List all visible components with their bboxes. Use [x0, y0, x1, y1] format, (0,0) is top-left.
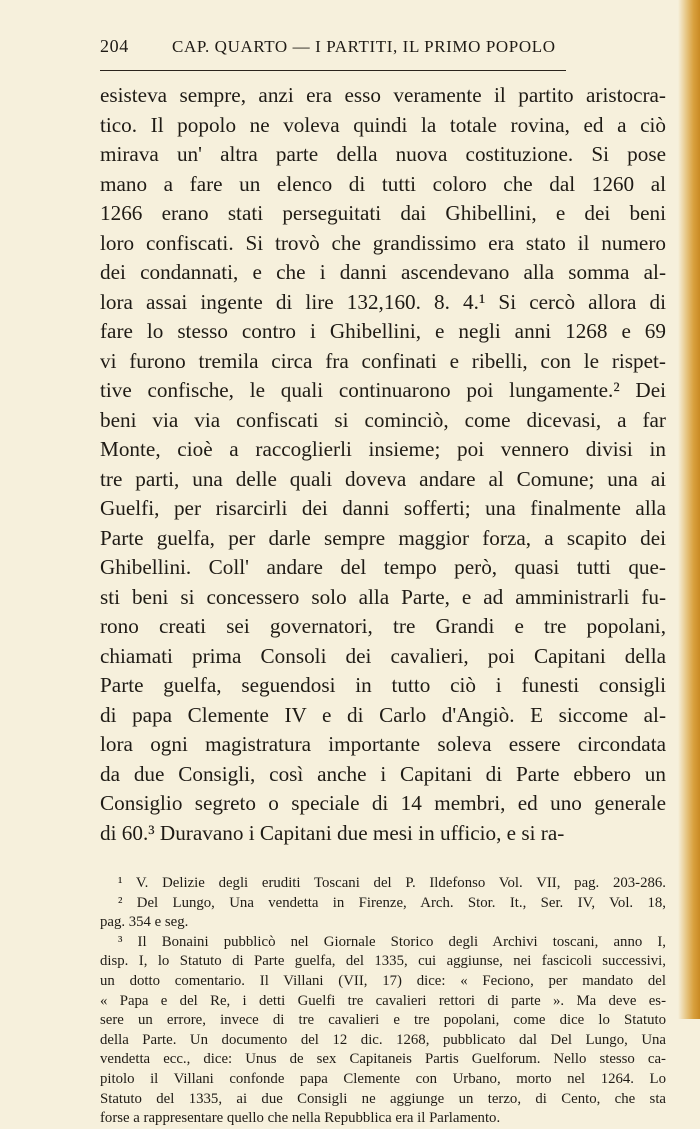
body-line: Guelfi, per risarcirli dei danni sofferti; una finalmente alla: [100, 496, 666, 520]
footnote-1: ¹ V. Delizie degli eruditi Toscani del P. Ildefonso Vol. VII, pag. 203-286.: [118, 875, 666, 891]
body-line: di 60.³ Duravano i Capitani due mesi in ufficio, e si ra-: [100, 820, 565, 845]
body-line: Monte, cioè a raccoglierli insieme; poi vennero divisi in: [100, 437, 666, 461]
footnote-line: sere un errore, invece di tre cavalieri e tre popolani, come dice lo Statuto: [100, 1012, 666, 1029]
footnote-2: ² Del Lungo, Una vendetta in Firenze, Arch. Stor. It., Ser. IV, Vol. 18,: [118, 894, 666, 911]
body-text: [100, 81, 666, 848]
body-line: 1266 erano stati perseguitati dai Ghibellini, e dei beni: [100, 201, 666, 225]
body-line: mirava un' altra parte della nuova costituzione. Si pose: [100, 142, 666, 166]
footnotes: [100, 874, 666, 1129]
body-line: loro confiscati. Si trovò che grandissimo era stato il numero: [100, 230, 666, 255]
body-line: Parte guelfa, per darle sempre maggior forza, a scapito dei: [100, 525, 666, 550]
body-line: Parte guelfa, seguendosi in tutto ciò i funesti consigli: [100, 673, 666, 697]
body-line: da due Consigli, così anche i Capitani di Parte ebbero un: [100, 761, 666, 786]
running-title: CAP. QUARTO — I PARTITI, IL PRIMO POPOLO: [172, 37, 556, 56]
body-line: dei condannati, e che i danni ascendevano alla somma al-: [100, 260, 666, 284]
body-line: tre parti, una delle quali doveva andare al Comune; una ai: [100, 466, 666, 491]
body-line: beni via via confiscati si cominciò, come dicevasi, a far: [100, 407, 666, 432]
body-line: chiamati prima Consoli dei cavalieri, poi Capitani della: [100, 643, 666, 668]
body-line: sti beni si concessero solo alla Parte, e ad amministrarli fu-: [100, 584, 666, 609]
page-edge-shadow: [678, 0, 700, 1019]
body-line: tico. Il popolo ne voleva quindi la totale rovina, ed a ciò: [100, 112, 666, 137]
body-line: lora assai ingente di lire 132,160. 8. 4.¹ Si cercò allora di: [100, 289, 666, 314]
body-line: Ghibellini. Coll' andare del tempo però, quasi tutti que-: [100, 555, 666, 579]
footnote-line: pitolo il Villani confonde papa Clemente con Urbano, morto nel 1264. Lo: [100, 1070, 666, 1087]
page-number: 204: [100, 36, 129, 56]
footnote-line: vendetta ecc., dice: Unus de sex Capitaneis Partis Guelforum. Nello stesso ca-: [100, 1051, 666, 1068]
footnote-line: un dotto comentario. Il Villani (VII, 17) dice: « Feciono, per mandato del: [100, 972, 666, 989]
footnote-line: Statuto del 1335, ai due Consigli ne aggiunge un terzo, di Cento, che sta: [100, 1090, 666, 1107]
footnote-line: pag. 354 e seg.: [100, 914, 189, 931]
book-page: [100, 36, 666, 1129]
body-line: esisteva sempre, anzi era esso veramente il partito aristocra-: [100, 83, 666, 107]
footnote-line: forse a rappresentare quello che nella Repubblica era il Parlamento.: [100, 1110, 501, 1127]
footnote-line: disp. I, lo Statuto di Parte guelfa, del 1335, cui aggiunse, nei fascicoli successivi,: [100, 953, 666, 970]
body-line: rono creati sei governatori, tre Grandi e tre popolani,: [100, 614, 666, 638]
body-line: fare lo stesso contro i Ghibellini, e negli anni 1268 e 69: [100, 319, 666, 343]
footnote-3: ³ Il Bonaini pubblicò nel Giornale Storico degli Archivi toscani, anno I,: [118, 933, 666, 950]
body-line: Consiglio segreto o speciale di 14 membri, ed uno generale: [100, 791, 666, 815]
header-rule: [100, 70, 566, 71]
body-line: vi furono tremila circa fra confinati e ribelli, con le rispet-: [100, 348, 666, 373]
footnote-line: della Parte. Un documento del 12 dic. 1268, pubblicato dal Del Lungo, Una: [100, 1031, 666, 1048]
body-line: tive confische, le quali continuarono poi lungamente.² Dei: [100, 378, 666, 402]
footnote-line: « Papa e del Re, i detti Guelfi tre cavalieri rettori di parte ». Ma deve es-: [100, 992, 666, 1009]
body-line: di papa Clemente IV e di Carlo d'Angiò. E siccome al-: [100, 702, 666, 727]
body-line: lora ogni magistratura importante soleva essere circondata: [100, 732, 666, 756]
body-line: mano a fare un elenco di tutti coloro che dal 1260 al: [100, 171, 666, 196]
running-header: [100, 36, 666, 64]
